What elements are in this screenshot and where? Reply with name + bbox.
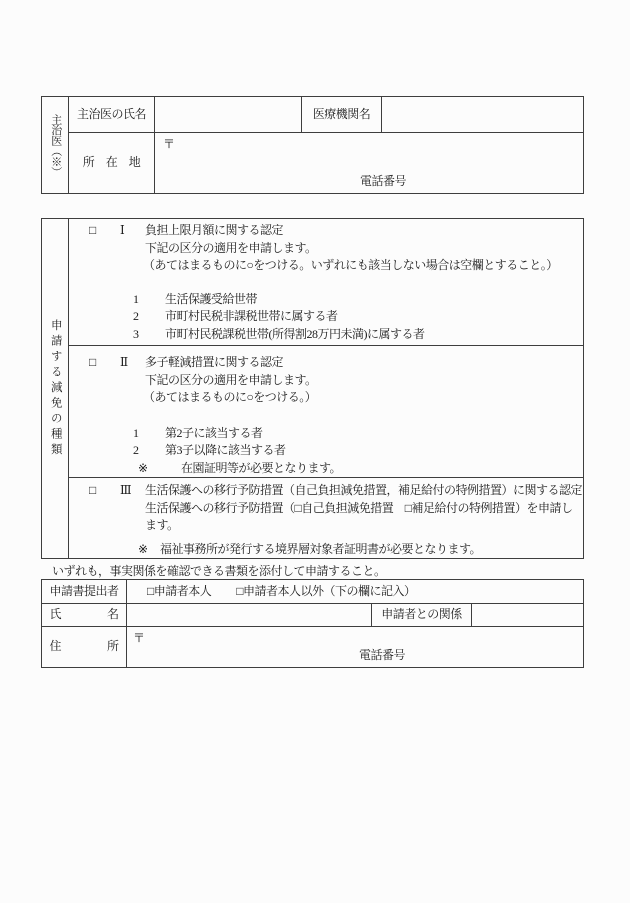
applicant-name-label-cell <box>42 604 127 627</box>
section-3-body[interactable]: 生活保護への移行予防措置（□自己負担減免措置 □補足給付の特例措置）を申請します。 <box>145 500 573 532</box>
item-number: 2 <box>133 309 139 323</box>
section-1-numeral: Ⅰ <box>120 223 125 237</box>
applicant-name-value-cell[interactable] <box>127 604 372 627</box>
section-3-header <box>69 482 583 500</box>
submitter-option-other[interactable]: □申請者本人以外（下の欄に記入） <box>236 583 416 598</box>
doctor-address-cell[interactable] <box>155 133 583 193</box>
attachment-note: いずれも，事実関係を確認できる書類を添付して申請すること。 <box>52 564 386 578</box>
section-2-line2: （あてはまるものに○をつける。） <box>143 390 317 404</box>
item-text: 市町村民税非課税世帯に属する者 <box>165 309 338 323</box>
section-3-numeral: Ⅲ <box>120 483 132 497</box>
applicant-name-value[interactable] <box>127 604 371 626</box>
section-1-line1: 下記の区分の適用を申請します。 <box>145 240 317 255</box>
note-mark: ※ <box>138 460 148 475</box>
doctor-name-label-cell <box>69 97 155 133</box>
relation-value-cell[interactable] <box>472 604 583 627</box>
postal-mark: 〒 <box>163 137 175 151</box>
applicant-address-cell[interactable] <box>127 627 583 667</box>
note-text: 福祉事務所が発行する境界層対象者証明書が必要となります。 <box>160 541 482 556</box>
section-2-note <box>69 460 583 478</box>
doctor-side-cell <box>42 97 69 193</box>
section-3-checkbox[interactable]: □ <box>89 483 96 497</box>
facility-value[interactable] <box>382 97 583 132</box>
section-1-line2: （あてはまるものに○をつける。いずれにも該当しない場合は空欄とすること。） <box>143 258 558 272</box>
section-1-item-1 <box>69 291 583 309</box>
applicant-phone-label: 電話番号 <box>359 647 406 662</box>
relation-label-cell <box>372 604 472 627</box>
doctor-address-label-cell <box>69 133 155 193</box>
item-number: 2 <box>133 443 139 457</box>
section-3-title: 生活保護への移行予防措置（自己負担減免措置，補足給付の特例措置）に関する認定 <box>145 483 583 497</box>
item-number: 1 <box>133 425 139 440</box>
doctor-name-value[interactable] <box>155 97 301 132</box>
facility-value-cell[interactable] <box>382 97 583 133</box>
item-text: 第2子に該当する者 <box>165 425 263 440</box>
item-number: 1 <box>133 291 139 306</box>
exemption-side-label: 申請する減免の種類 <box>49 318 62 459</box>
section-2-header <box>69 354 583 372</box>
item-text: 第3子以降に該当する者 <box>165 443 286 457</box>
applicant-address-label-cell <box>42 627 127 667</box>
doctor-side-label: 主治医（※） <box>49 113 62 177</box>
section-3 <box>69 478 583 558</box>
section-2-item-1 <box>69 425 583 443</box>
section-1-checkbox[interactable]: □ <box>89 223 96 237</box>
section-2-line1: 下記の区分の適用を申請します。 <box>145 372 317 387</box>
submitter-option-self[interactable]: □申請者本人 <box>147 583 212 598</box>
doctor-name-value-cell[interactable] <box>155 97 302 133</box>
submitter-options-cell <box>127 580 583 604</box>
section-1-item-2 <box>69 308 583 326</box>
applicant-name-label: 氏 名 <box>49 607 119 622</box>
note-mark: ※ <box>138 541 148 556</box>
postal-mark: 〒 <box>133 631 145 645</box>
doctor-phone-label: 電話番号 <box>360 173 407 188</box>
section-2-item-2 <box>69 442 583 460</box>
exemption-side-cell <box>42 219 69 558</box>
doctor-name-label: 主治医の氏名 <box>76 106 146 121</box>
section-1 <box>69 219 583 346</box>
applicant-table <box>41 579 584 668</box>
item-number: 3 <box>133 326 139 341</box>
doctor-table <box>41 96 584 194</box>
facility-label: 医療機関名 <box>312 106 371 121</box>
section-2 <box>69 346 583 478</box>
section-2-checkbox[interactable]: □ <box>89 355 96 369</box>
relation-value[interactable] <box>472 604 583 626</box>
item-text: 生活保護受給世帯 <box>165 291 258 306</box>
facility-label-cell <box>302 97 382 133</box>
doctor-address-label: 所 在 地 <box>82 155 141 170</box>
section-2-numeral: Ⅱ <box>120 355 128 369</box>
section-1-header <box>69 222 583 240</box>
submitter-label: 申請書提出者 <box>49 583 119 598</box>
section-1-title: 負担上限月額に関する認定 <box>145 223 284 237</box>
submitter-label-cell <box>42 580 127 604</box>
section-1-item-3 <box>69 326 583 344</box>
note-text: 在園証明等が必要となります。 <box>181 460 342 475</box>
relation-label: 申請者との関係 <box>381 607 462 622</box>
section-2-title: 多子軽減措置に関する認定 <box>145 355 284 369</box>
item-text: 市町村民税課税世帯(所得割28万円未満)に属する者 <box>165 326 425 341</box>
exemption-table <box>41 218 584 559</box>
section-3-note <box>69 541 583 559</box>
applicant-address-label: 住 所 <box>49 639 119 654</box>
